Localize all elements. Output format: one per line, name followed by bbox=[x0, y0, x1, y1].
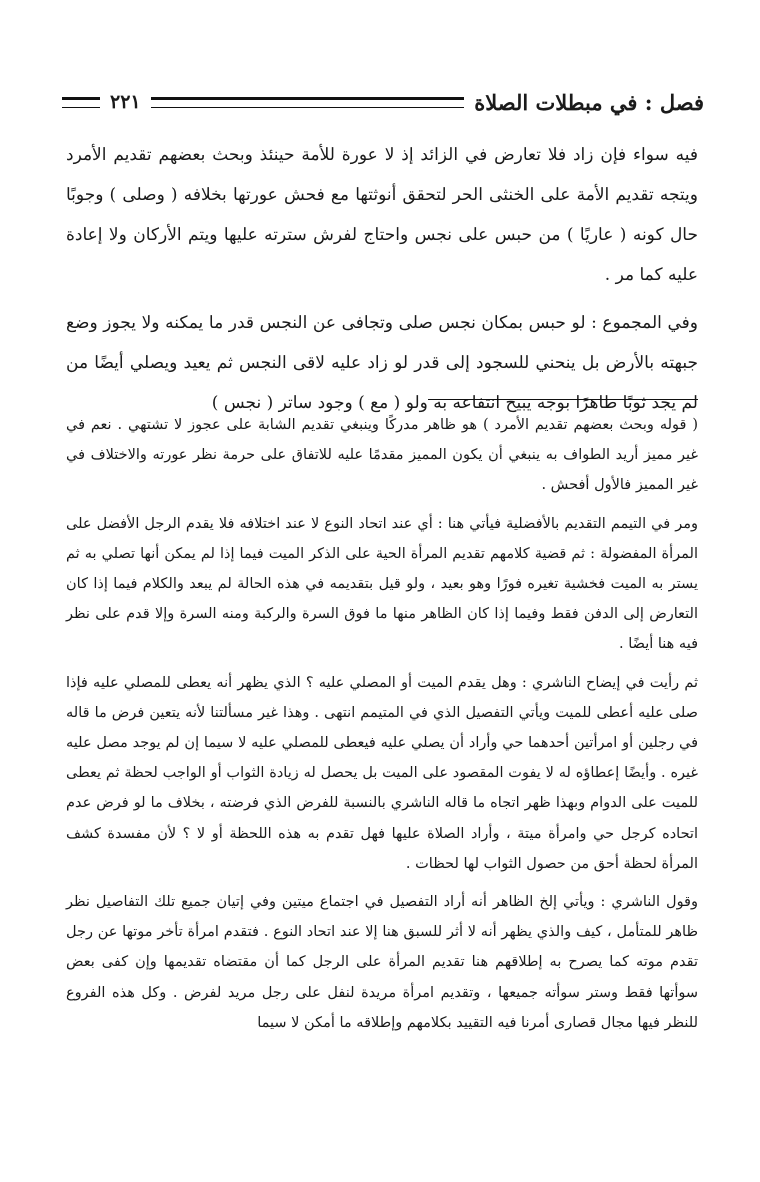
commentary-paragraph: ومر في التيمم التقديم بالأفضلية فيأتي هنا : أي عند اتحاد النوع لا عند اختلافه فلا يقدم الرجل الأفضل على المرأة المفضولة : ثم قضية كلامهم تقديم المرأة الحية على الذكر الميت فيما إذا لم يمكن أنها تصلي به ثم يستر به الميت فخشية تغيره فورًا وهو بعيد ، ولو قيل بتقديمه في هذه الحالة لم يبعد والكلام فيما إذا كان التعارض إلى الدفن فقط وفيما إذا كان الظاهر منها ما فوق السرة والركبة ومنه السرة وإلا قدم على نظر فيه هنا أيضًا . bbox=[66, 515, 698, 653]
chapter-title: فصل : في مبطلات الصلاة bbox=[474, 89, 704, 115]
main-text bbox=[66, 135, 698, 423]
footnote-separator bbox=[428, 399, 698, 400]
commentary-paragraph: ثم رأيت في إيضاح الناشري : وهل يقدم الميت أو المصلي عليه ؟ الذي يظهر أنه يعطى للمصلي عليه فإذا صلى عليه أعطى للميت ويأتي التفصيل الذي في المتيمم انتهى . وهذا غير مسألتنا لأنه يتعين فرض ما قاله في رجلين أو امرأتين أحدهما حي وأراد أن يصلي عليه فيعطى للمصلي عليه لا سيما إن لم يوجد مصل عليه غيره . وأيضًا إعطاؤه له لا يفوت المقصود على الميت بل يحصل له زيادة الثواب أو الواجب لحظة ثم يعطى للميت على الدوام وبهذا ظهر اتجاه ما قاله الناشري بالنسبة للفرض الذي فرضته ، بخلاف ما لو فرض عدم اتحاده كرجل حي وامرأة ميتة ، وأراد الصلاة عليها فهل تقدم به هذه اللحظة أو لا ؟ لأن مفسدة كشف المرأة لحظة أحق من حصول الثواب لها لحظات . bbox=[66, 674, 698, 872]
header-rule bbox=[151, 97, 465, 108]
main-paragraph: وفي المجموع : لو حبس بمكان نجس صلى وتجافى عن النجس قدر ما يمكنه ولا يجوز وضع جبهته بالأرض بل ينحني للسجود إلى قدر لو زاد عليه لاقى النجس ثم يعيد ويصلي أيضًا من لم يجد ثوبًا طاهرًا بوجه يبيح انتفاعه به ولو ( مع ) وجود ساتر ( نجس ) bbox=[66, 313, 698, 413]
commentary-text bbox=[66, 410, 698, 1038]
commentary-paragraph: وقول الناشري : ويأتي إلخ الظاهر أنه أراد التفصيل في اجتماع ميتين وفي إتيان جميع تلك التفاصيل نظر ظاهر للمتأمل ، كيف والذي يظهر أنه لا أثر للسبق هنا إلا عند اتحاد النوع . فتقدم امرأة تأخر موتها عن رجل تقدم موته كما يصرح به إطلاقهم هنا تقديم المرأة على الرجل كما أن مقتضاه تقديمها وإن كفى بعض سوأتها فقط وستر سوأته جميعها ، وتقديم امرأة مريدة لنفل على رجل مريد لفرض . وكل هذه الفروع للنظر فيها مجال قصارى أمرنا فيه التقييد بكلامهم وإطلاقه ما أمكن لا سيما bbox=[66, 894, 698, 1031]
running-header bbox=[62, 88, 704, 116]
page-number: ٢٢١ bbox=[110, 91, 141, 113]
header-rule-end bbox=[62, 97, 100, 108]
main-paragraph: فيه سواء فإن زاد فلا تعارض في الزائد إذ لا عورة للأمة حينئذ وبحث بعضهم تقديم الأمرد ويتجه تقديم الأمة على الخنثى الحر لتحقق أنوثتها مع فحش عورتها بخلافه ( وصلى ) وجوبًا حال كونه ( عاريًا ) من حبس على نجس واحتاج لفرش سترته عليها ويتم الأركان ولا إعادة عليه كما مر . bbox=[66, 145, 698, 285]
commentary-paragraph: ( قوله وبحث بعضهم تقديم الأمرد ) هو ظاهر مدركًا وينبغي تقديم الشابة على عجوز لا تشتهي . نعم في غير مميز أريد الطواف به ينبغي أن يكون المميز مقدمًا عليه للاتفاق على حرمة نظر عورته والاختلاف في غير المميز فالأول أفحش . bbox=[66, 417, 698, 494]
